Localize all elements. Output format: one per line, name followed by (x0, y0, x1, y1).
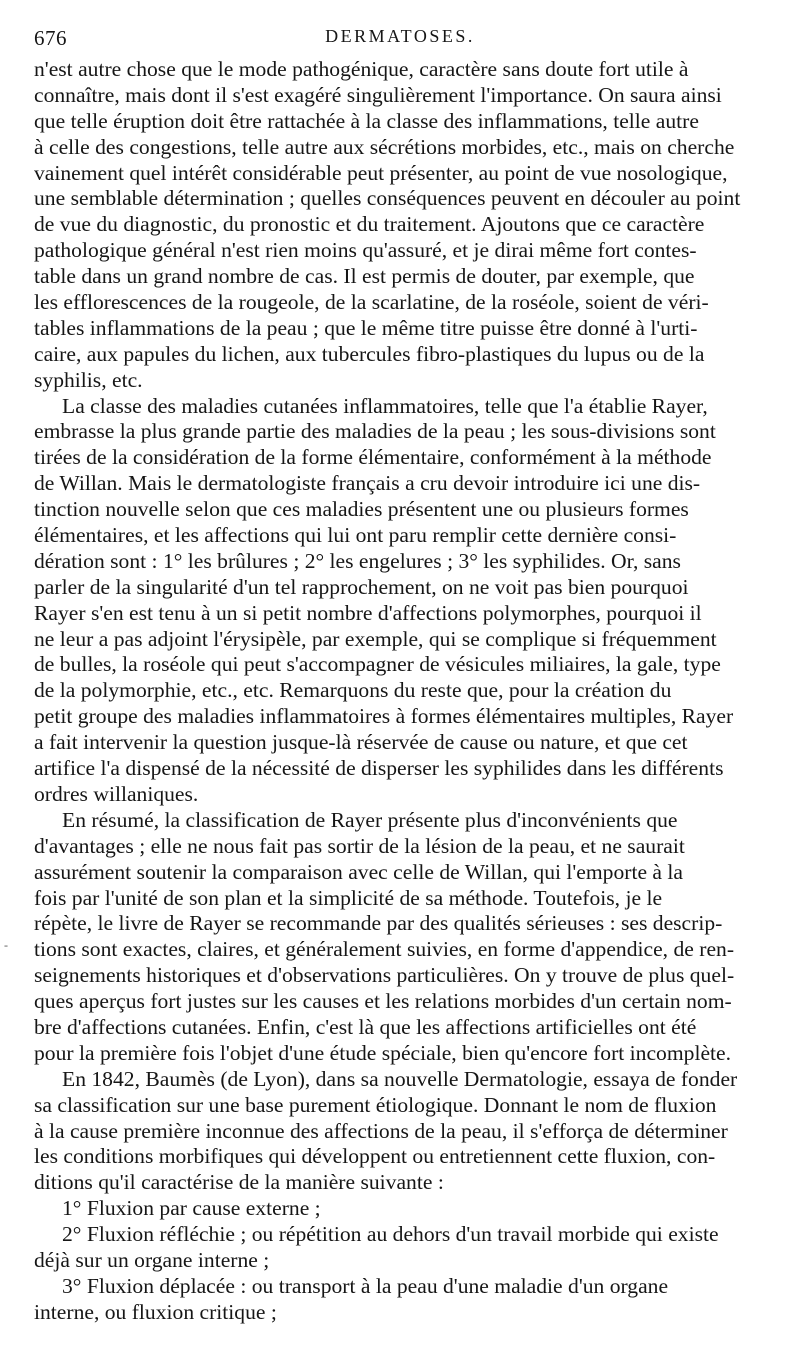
text-line: seignements historiques et d'observations particulières. On y trouve de plus quel- (34, 963, 735, 988)
text-line: les conditions morbifiques qui développent ou entretiennent cette fluxion, con- (34, 1144, 716, 1169)
text-line: les efflorescences de la rougeole, de la scarlatine, de la roséole, soient de véri- (34, 290, 709, 315)
paragraph (34, 808, 766, 1067)
text-line: répète, le livre de Rayer se recommande par des qualités sérieuses : ses descrip- (34, 911, 723, 936)
text-line: d'avantages ; elle ne nous fait pas sortir de la lésion de la peau, et ne saurait (34, 833, 685, 858)
text-line: table dans un grand nombre de cas. Il est permis de douter, par exemple, que (34, 264, 695, 289)
text-line: En 1842, Baumès (de Lyon), dans sa nouvelle Dermatologie, essaya de fonder (62, 1066, 738, 1091)
text-line: pathologique général n'est rien moins qu'assuré, et je dirai même fort contes- (34, 238, 697, 263)
text-line: tirées de la considération de la forme élémentaire, conformément à la méthode (34, 445, 712, 470)
text-line: de bulles, la roséole qui peut s'accompagner de vésicules miliaires, la gale, type (34, 652, 721, 677)
text-line: de la polymorphie, etc., etc. Remarquons du reste que, pour la création du (34, 678, 672, 703)
list-item: 3° Fluxion déplacée : ou transport à la peau d'une maladie d'un organe (62, 1273, 669, 1298)
text-line: ditions qu'il caractérise de la manière suivante : (34, 1170, 444, 1195)
text-line: de vue du diagnostic, du pronostic et du traitement. Ajoutons que ce caractère (34, 212, 705, 237)
text-line: En résumé, la classification de Rayer présente plus d'inconvénients que (62, 807, 678, 832)
margin-mark: - (4, 938, 8, 952)
list-item: 1° Fluxion par cause externe ; (62, 1196, 321, 1221)
enumerated-list (34, 1196, 766, 1325)
text-line: a fait intervenir la question jusque-là réservée de cause ou nature, et que cet (34, 730, 688, 755)
text-line: tions sont exactes, claires, et généralement suivies, en forme d'appendice, de ren- (34, 937, 735, 962)
text-line: caire, aux papules du lichen, aux tubercules fibro-plastiques du lupus ou de la (34, 341, 705, 366)
text-line: à celle des congestions, telle autre aux sécrétions morbides, etc., mais on cherche (34, 134, 735, 159)
text-line: pour la première fois l'objet d'une étude spéciale, bien qu'encore fort incomplète. (34, 1040, 732, 1065)
text-line: sa classification sur une base purement étiologique. Donnant le nom de fluxion (34, 1092, 717, 1117)
text-line: ne leur a pas adjoint l'érysipèle, par exemple, qui se complique si fréquemment (34, 626, 717, 651)
text-line: La classe des maladies cutanées inflammatoires, telle que l'a établie Rayer, (62, 393, 708, 418)
text-line: interne, ou fluxion critique ; (34, 1299, 277, 1324)
paragraph (34, 57, 766, 394)
text-line: embrasse la plus grande partie des maladies de la peau ; les sous-divisions sont (34, 419, 716, 444)
text-line: déjà sur un organe interne ; (34, 1247, 270, 1272)
body-text (34, 57, 766, 1326)
text-line: ordres willaniques. (34, 781, 199, 806)
text-line: parler de la singularité d'un tel rapprochement, on ne voit pas bien pourquoi (34, 574, 689, 599)
text-line: syphilis, etc. (34, 367, 143, 392)
text-line: une semblable détermination ; quelles conséquences peuvent en découler au point (34, 186, 741, 211)
text-line: assurément soutenir la comparaison avec celle de Willan, qui l'emporte à la (34, 859, 683, 884)
text-line: fois par l'unité de son plan et la simplicité de sa méthode. Toutefois, je le (34, 885, 663, 910)
list-item: 2° Fluxion réfléchie ; ou répétition au dehors d'un travail morbide qui existe (62, 1222, 719, 1247)
text-line: vainement quel intérêt considérable peut présenter, au point de vue nosologique, (34, 160, 728, 185)
text-line: à la cause première inconnue des affections de la peau, il s'efforça de déterminer (34, 1118, 728, 1143)
text-line: artifice l'a dispensé de la nécessité de disperser les syphilides dans les différents (34, 756, 724, 781)
paragraph (34, 394, 766, 808)
text-line: n'est autre chose que le mode pathogénique, caractère sans doute fort utile à (34, 57, 689, 81)
text-line: de Willan. Mais le dermatologiste français a cru devoir introduire ici une dis- (34, 471, 701, 496)
text-line: bre d'affections cutanées. Enfin, c'est là que les affections artificielles ont été (34, 1014, 697, 1039)
text-line: connaître, mais dont il s'est exagéré singulièrement l'importance. On saura ainsi (34, 82, 722, 107)
text-line: que telle éruption doit être rattachée à la classe des inflammations, telle autre (34, 108, 699, 133)
text-line: ques aperçus fort justes sur les causes et les relations morbides d'un certain nom- (34, 989, 732, 1014)
text-line: tinction nouvelle selon que ces maladies présentent une ou plusieurs formes (34, 497, 689, 522)
page-header (0, 26, 800, 56)
text-line: dération sont : 1° les brûlures ; 2° les engelures ; 3° les syphilides. Or, sans (34, 548, 681, 573)
text-line: tables inflammations de la peau ; que le même titre puisse être donné à l'urti- (34, 315, 698, 340)
paragraph (34, 1067, 766, 1196)
running-title: DERMATOSES. (325, 26, 475, 46)
text-line: Rayer s'en est tenu à un si petit nombre d'affections polymorphes, pourquoi il (34, 600, 702, 625)
text-line: petit groupe des maladies inflammatoires à formes élémentaires multiples, Rayer (34, 704, 734, 729)
text-line: élémentaires, et les affections qui lui ont paru remplir cette dernière consi- (34, 523, 677, 548)
page-number: 676 (34, 26, 67, 50)
